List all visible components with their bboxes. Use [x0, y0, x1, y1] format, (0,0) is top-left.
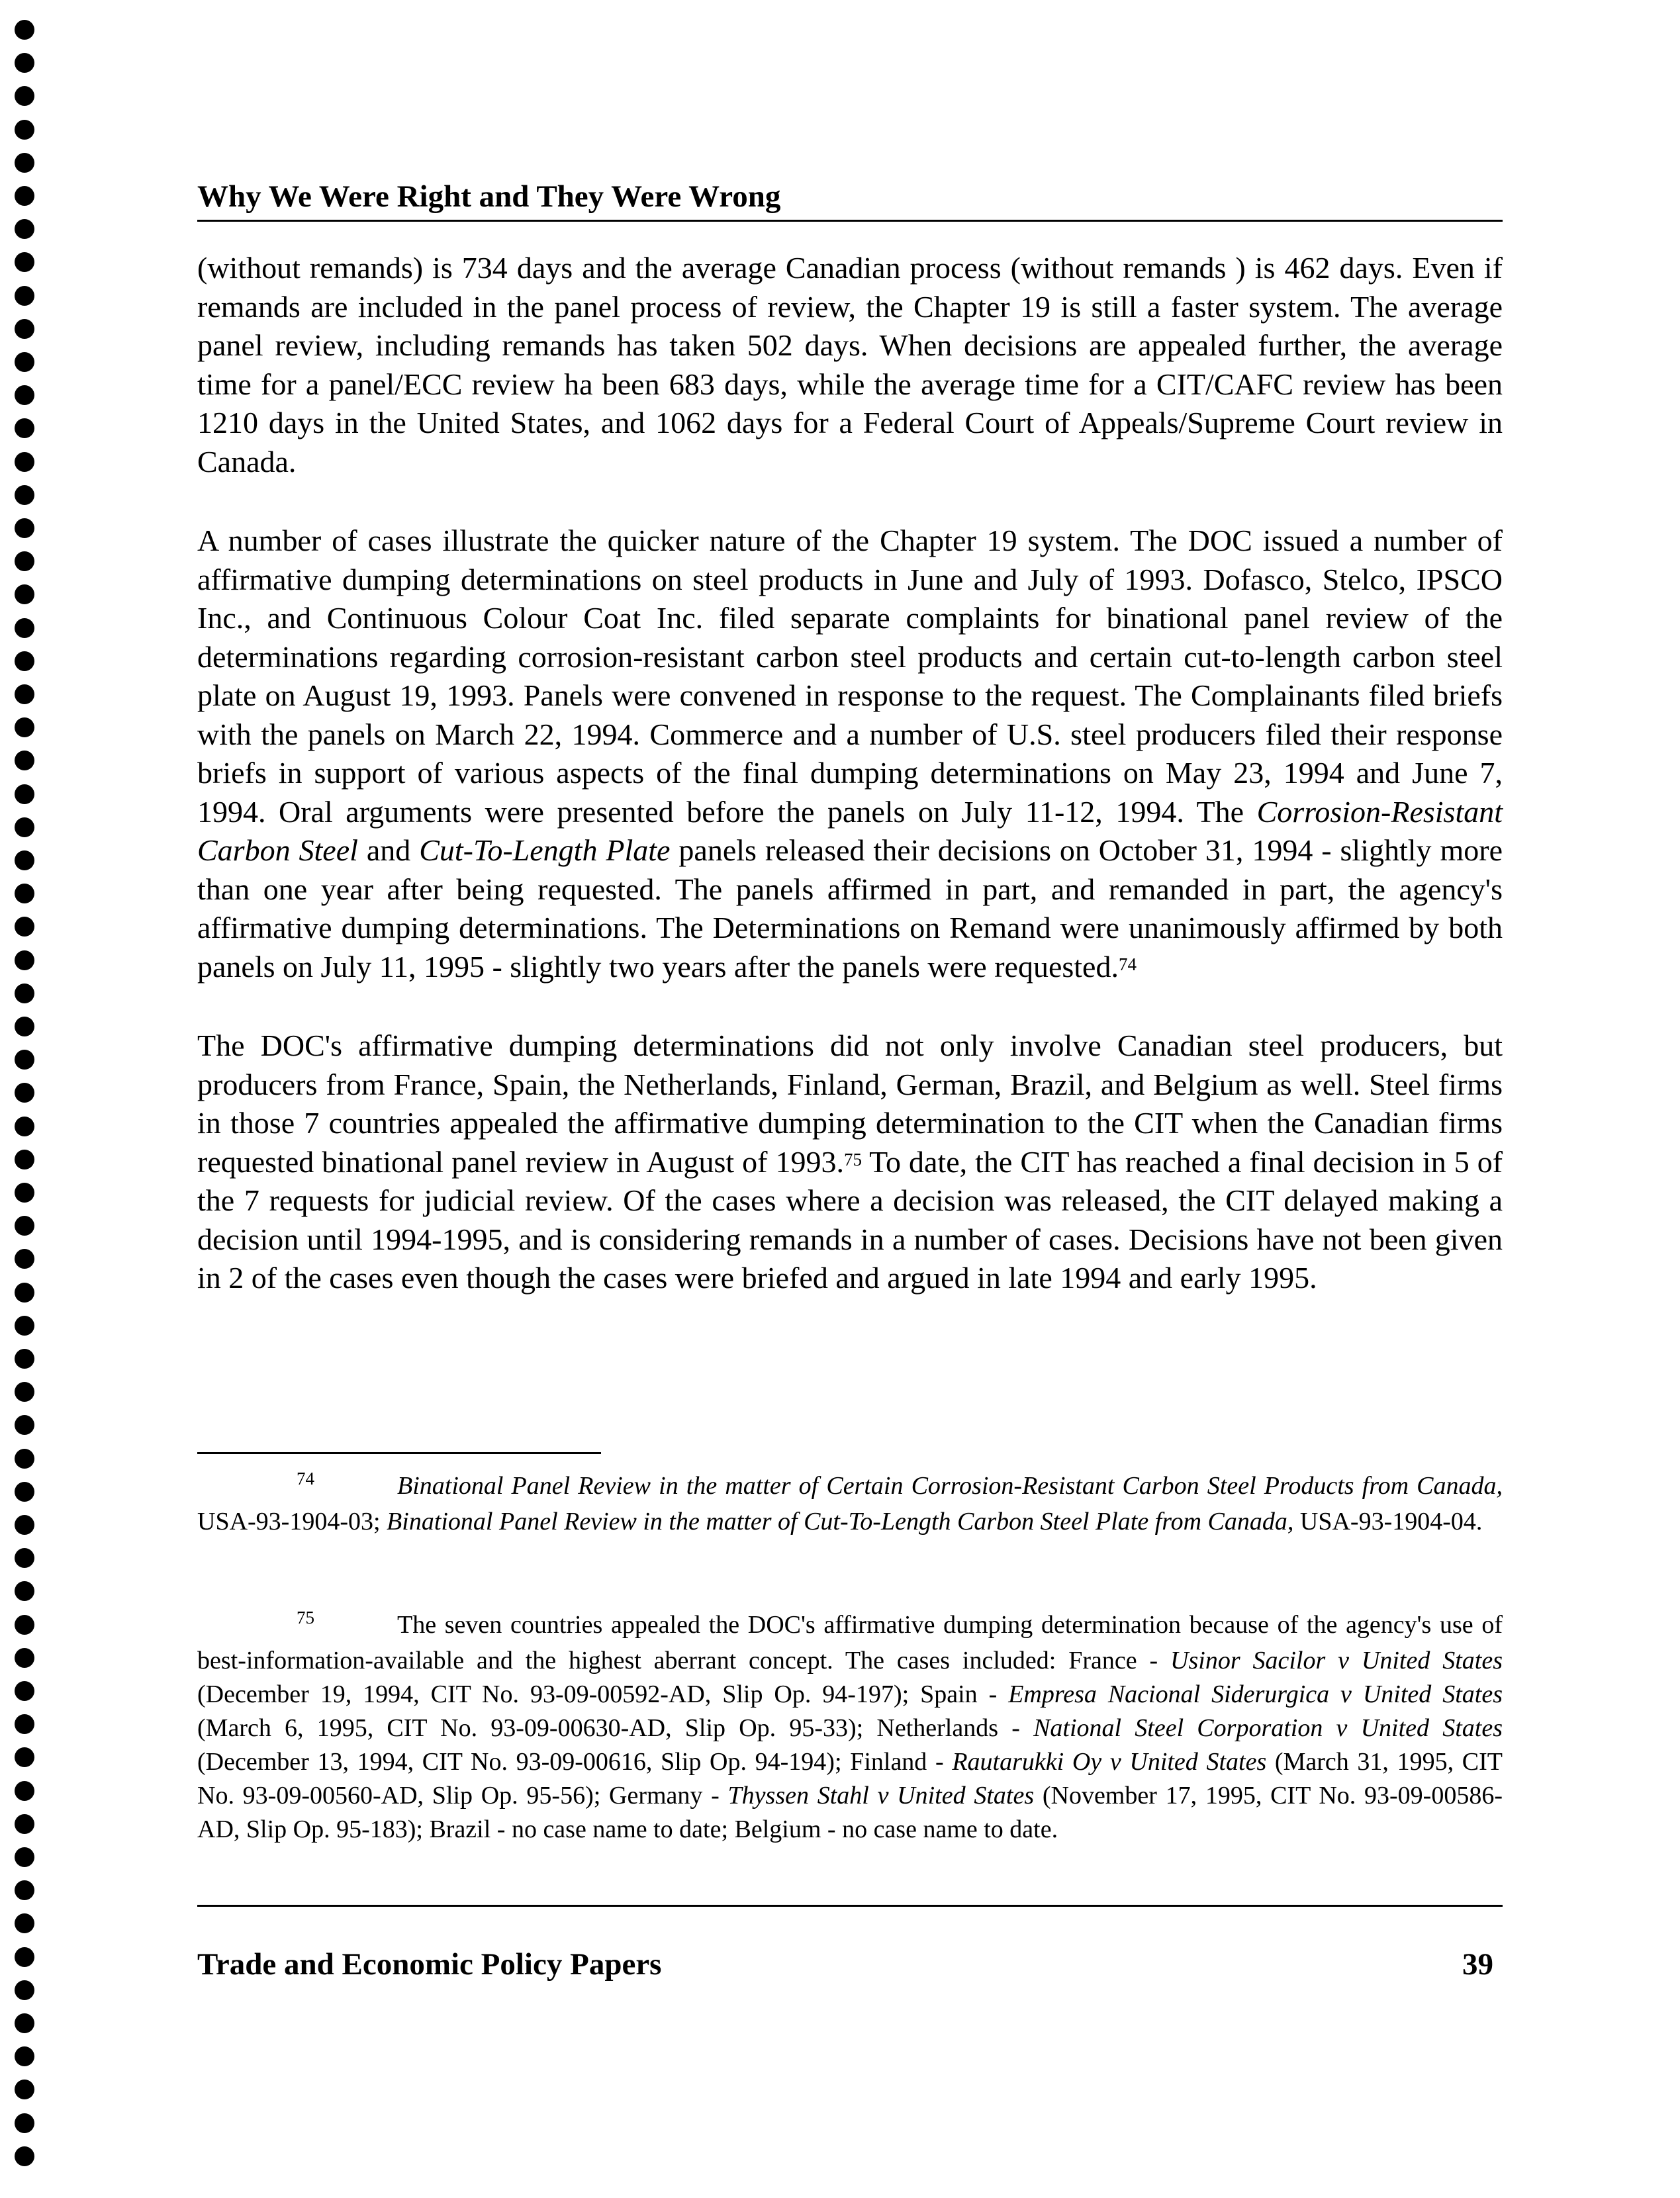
binding-hole [15, 1847, 34, 1867]
binding-hole [15, 2013, 34, 2033]
text-span: (without remands) is 734 days and the average Canadian process (without remands ) is 462 days. Even if remands are included in the panel process of review, the Chapter 19 is still a faster system. The average panel review, including remands has taken 502 days. When decisions are appealed further, the average time for a panel/ECC review ha been 683 days, while the average time for a CIT/CAFC review has been 1210 days in the United States, and 1062 days for a Federal Court of Appeals/Supreme Court review in Canada. [197, 251, 1503, 479]
binding-hole [15, 950, 34, 970]
footer-title: Trade and Economic Policy Papers [197, 1947, 662, 1982]
italic-span: Empresa Nacional Siderurgica v United States [1008, 1680, 1503, 1708]
binding-hole [15, 684, 34, 704]
italic-span: Thyssen Stahl v United States [727, 1782, 1035, 1809]
binding-hole [15, 1216, 34, 1236]
binding-hole [15, 2080, 34, 2099]
text-span: USA-93-1904-03; [197, 1508, 387, 1535]
binding-hole [15, 352, 34, 372]
footnote-75 [197, 1608, 1503, 1847]
binding-hole [15, 252, 34, 272]
text-span: USA-93-1904-04. [1293, 1508, 1483, 1535]
paragraph [197, 522, 1503, 986]
binding-hole [15, 53, 34, 73]
text-span: (March 31, 1995, CIT No. 93-09-00560-AD, Slip Op. 95-56); Germany - [197, 1748, 1503, 1809]
binding-hole [15, 751, 34, 770]
binding-hole [15, 1980, 34, 2000]
body-text [197, 249, 1503, 1338]
binding-hole [15, 1548, 34, 1568]
italic-span: Binational Panel Review in the matter of Certain Corrosion-Resistant Carbon Steel Products from Canada, [397, 1472, 1503, 1500]
binding-hole [15, 1615, 34, 1635]
binding-hole [15, 1913, 34, 1933]
binding-hole [15, 219, 34, 239]
binding-hole [15, 485, 34, 505]
italic-span: Corrosion-Resistant Carbon Steel [197, 794, 1503, 867]
binding-hole [15, 1880, 34, 1900]
text-span: panels released their decisions on October 31, 1994 - slightly more than one year after being requested. The panels affirmed in part, and remanded in part, the agency's affirmative dumping determinations. The Determinations on Remand were unanimously affirmed by both panels on July 11, 1995 - slightly two years after the panels were requested. [197, 833, 1503, 984]
binding-hole [15, 418, 34, 438]
binding-hole [15, 1581, 34, 1601]
footnote-74 [197, 1469, 1503, 1539]
text-span: The seven countries appealed the DOC's affirmative dumping determination because of the agency's use of best-information-available and the highest aberrant concept. The cases included: France - [197, 1611, 1503, 1674]
paragraph [197, 249, 1503, 481]
binding-hole [15, 1150, 34, 1169]
text-span: (March 6, 1995, CIT No. 93-09-00630-AD, Slip Op. 95-33); Netherlands - [197, 1714, 1034, 1742]
binding-hole [15, 86, 34, 106]
italic-span: Usinor Sacilor v United States [1170, 1647, 1503, 1674]
binding-hole [15, 1017, 34, 1036]
italic-span: National Steel Corporation v United States [1033, 1714, 1503, 1742]
binding-hole [15, 1781, 34, 1801]
binding-hole [15, 385, 34, 405]
binding-hole [15, 186, 34, 206]
binding-hole [15, 551, 34, 571]
binding-hole [15, 518, 34, 538]
binding-hole [15, 1283, 34, 1303]
binding-hole [15, 817, 34, 837]
binding-hole [15, 2113, 34, 2133]
binding-hole [15, 319, 34, 339]
binding-hole [15, 1648, 34, 1668]
binding-hole [15, 1249, 34, 1269]
text-span: and [357, 833, 420, 867]
binding-hole [15, 2046, 34, 2066]
footnote-ref: 74 [1118, 954, 1137, 974]
binding-hole [15, 1449, 34, 1469]
binding-hole [15, 2146, 34, 2166]
binding-hole [15, 1814, 34, 1834]
italic-span: Cut-To-Length Plate [419, 833, 671, 867]
binding-hole [15, 717, 34, 737]
binding-hole [15, 153, 34, 173]
binding-hole [15, 584, 34, 604]
binding-hole [15, 452, 34, 472]
italic-span: Binational Panel Review in the matter of Cut-To-Length Carbon Steel Plate from Canada, [387, 1508, 1294, 1535]
binding-hole [15, 784, 34, 804]
binding-hole [15, 984, 34, 1003]
spiral-binding-holes [15, 20, 37, 2184]
binding-hole [15, 1415, 34, 1435]
text-span: To date, the CIT has reached a final decision in 5 of the 7 requests for judicial review. Of the cases where a decision was released, the CIT delayed making a decision until 1994-1995, and is considering remands in a number of cases. Decisions have not been given in 2 of the cases even though the cases were briefed and argued in late 1994 and early 1995. [197, 1144, 1503, 1295]
binding-hole [15, 1117, 34, 1136]
footnote-separator [197, 1452, 601, 1454]
text-span: (December 19, 1994, CIT No. 93-09-00592-AD, Slip Op. 94-197); Spain - [197, 1680, 1009, 1708]
italic-span: Rautarukki Oy v United States [952, 1748, 1267, 1776]
binding-hole [15, 1482, 34, 1502]
footnote-text [197, 1611, 1503, 1843]
binding-hole [15, 1747, 34, 1767]
binding-hole [15, 618, 34, 638]
binding-hole [15, 884, 34, 903]
footnote-ref: 75 [843, 1149, 862, 1169]
binding-hole [15, 1183, 34, 1203]
binding-hole [15, 1681, 34, 1701]
running-header [197, 179, 1503, 222]
text-span: (November 17, 1995, CIT No. 93-09-00586-AD, Slip Op. 95-183); Brazil - no case name to date; Belgium - no case name to date. [197, 1782, 1503, 1843]
binding-hole [15, 20, 34, 40]
binding-hole [15, 1316, 34, 1336]
binding-hole [15, 1714, 34, 1734]
binding-hole [15, 1050, 34, 1070]
binding-hole [15, 120, 34, 140]
text-span: A number of cases illustrate the quicker nature of the Chapter 19 system. The DOC issued a number of affirmative dumping determinations on steel products in June and July of 1993. Dofasco, Stelco, IPSCO Inc., and Continuous Colour Coat Inc. filed separate complaints for binational panel review of the determinations regarding corrosion-resistant carbon steel products and certain cut-to-length carbon steel plate on August 19, 1993. Panels were convened in response to the request. The Complainants filed briefs with the panels on March 22, 1994. Commerce and a number of U.S. steel producers filed their response briefs in support of various aspects of the final dumping determinations on May 23, 1994 and June 7, 1994. Oral arguments were presented before the panels on July 11-12, 1994. The [197, 524, 1503, 829]
binding-hole [15, 1083, 34, 1103]
running-footer [197, 1905, 1503, 1982]
page-number: 39 [1462, 1947, 1493, 1982]
footnote-number: 74 [297, 1469, 314, 1488]
binding-hole [15, 1349, 34, 1369]
binding-hole [15, 917, 34, 937]
text-span: (December 13, 1994, CIT No. 93-09-00616, Slip Op. 94-194); Finland - [197, 1748, 953, 1776]
header-title: Why We Were Right and They Were Wrong [197, 179, 781, 214]
footnote-number: 75 [297, 1608, 314, 1627]
binding-hole [15, 1515, 34, 1535]
text-span: The DOC's affirmative dumping determinations did not only involve Canadian steel producers, but producers from France, Spain, the Netherlands, Finland, German, Brazil, and Belgium as well. Steel firms in those 7 countries appealed the affirmative dumping determination to the CIT when the Canadian firms requested binational panel review in August of 1993. [197, 1029, 1503, 1179]
binding-hole [15, 651, 34, 671]
binding-hole [15, 850, 34, 870]
binding-hole [15, 1947, 34, 1967]
binding-hole [15, 1382, 34, 1402]
paragraph [197, 1027, 1503, 1298]
binding-hole [15, 286, 34, 306]
